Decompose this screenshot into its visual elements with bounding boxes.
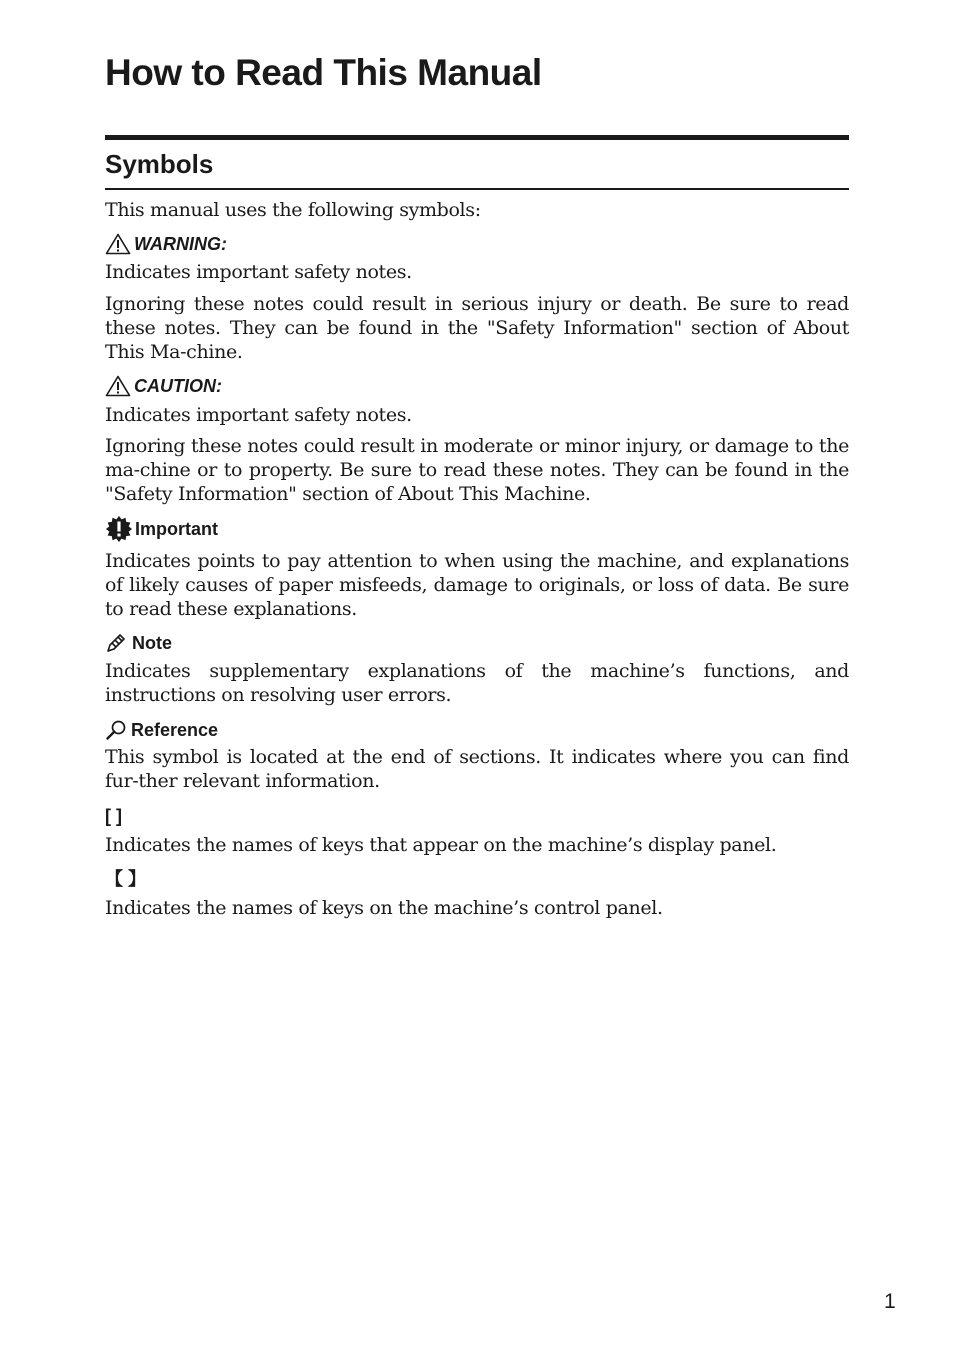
section-rule: [105, 188, 849, 190]
intro-text: This manual uses the following symbols:: [105, 199, 481, 221]
note-label: [105, 631, 849, 655]
note-label-text: Note: [132, 633, 172, 653]
panel-keys-desc: Indicates the names of keys on the machine’s control panel.: [105, 897, 663, 919]
caution-detail: Ignoring these notes could result in moderate or minor injury, or damage to the ma-chine or to property. Be sure to read these notes. They can be found in the "Safety Information" section of About This Machine.: [105, 435, 849, 505]
important-label-text: Important: [135, 519, 218, 539]
title-rule: [105, 135, 849, 140]
warning-desc: Indicates important safety notes.: [105, 261, 412, 283]
warning-label-text: WARNING:: [134, 234, 227, 254]
reference-desc: This symbol is located at the end of sections. It indicates where you can find fur-ther relevant information.: [105, 746, 849, 792]
warning-triangle-icon: [105, 233, 131, 255]
symbols-content: [105, 198, 849, 920]
display-keys-label: [ ]: [105, 806, 122, 826]
panel-keys-label: 【 】: [105, 869, 147, 889]
warning-detail: Ignoring these notes could result in serious injury or death. Be sure to read these notes. They can be found in the "Safety Information" section of About This Ma-chine.: [105, 293, 849, 363]
pencil-icon: [105, 632, 127, 654]
magnifier-icon: [105, 719, 127, 741]
reference-label: [105, 718, 849, 742]
page-title: How to Read This Manual: [105, 52, 542, 93]
note-desc: Indicates supplementary explanations of the machine’s functions, and instructions on resolving user errors.: [105, 660, 849, 706]
reference-label-text: Reference: [131, 720, 219, 740]
caution-label: [105, 374, 849, 398]
caution-label-text: CAUTION:: [134, 376, 222, 396]
important-desc: Indicates points to pay attention to when using the machine, and explanations of likely causes of paper misfeeds, damage to originals, or loss of data. Be sure to read these explanations.: [105, 550, 849, 620]
warning-triangle-icon: [105, 375, 131, 397]
display-keys-desc: Indicates the names of keys that appear on the machine’s display panel.: [105, 834, 777, 856]
warning-label: [105, 232, 849, 256]
page-number: 1: [884, 1290, 896, 1313]
important-label: [105, 515, 849, 543]
caution-desc: Indicates important safety notes.: [105, 404, 412, 426]
exclamation-seal-icon: [105, 515, 133, 543]
section-heading-symbols: Symbols: [105, 149, 214, 179]
